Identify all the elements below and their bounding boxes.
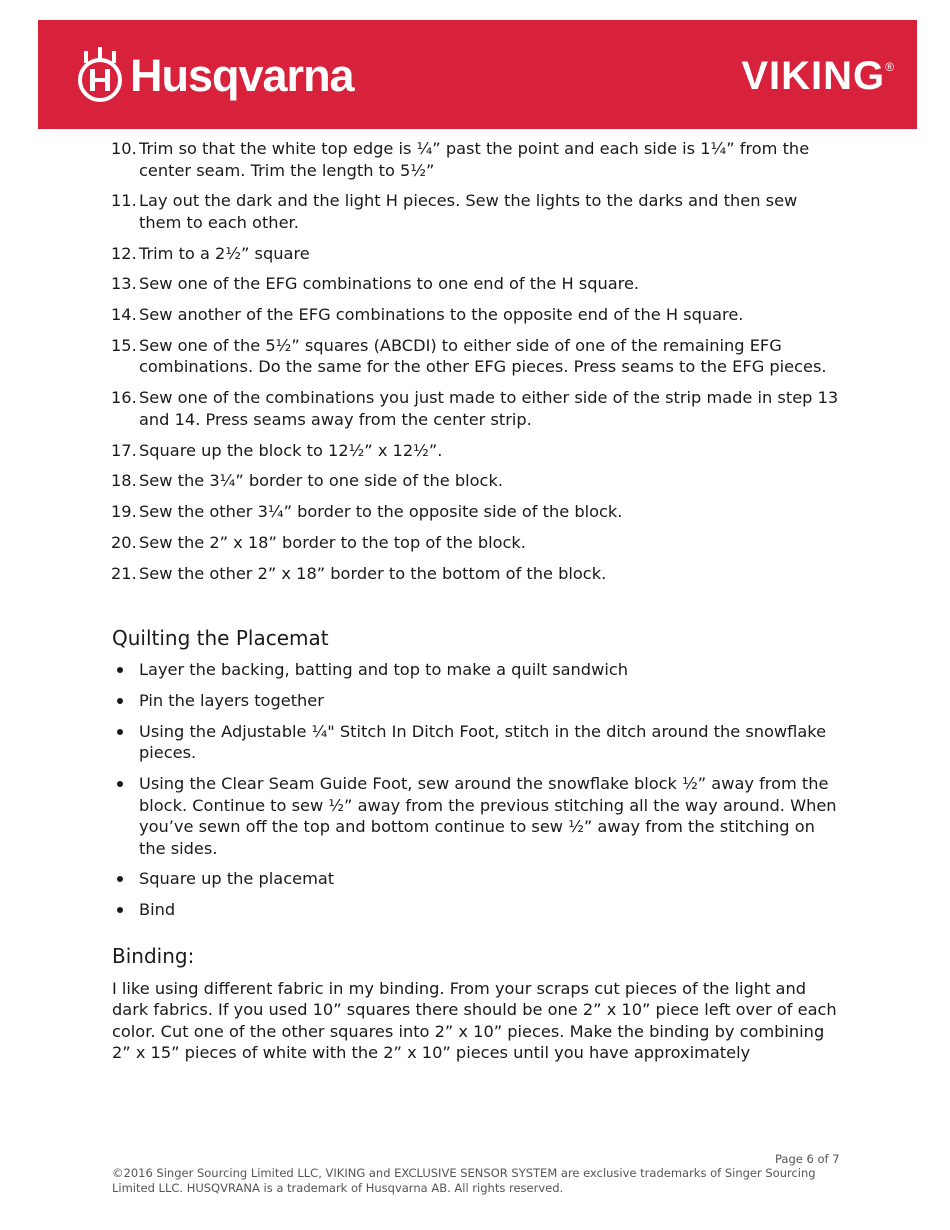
step-number: 10. (111, 139, 137, 158)
viking-wordmark: VIKING (741, 54, 886, 98)
husqvarna-logo (76, 47, 354, 105)
bullet-text: Pin the layers together (139, 691, 324, 711)
step-text: Sew one of the combinations you just made to either side of the strip made in step 13 and 14. Press seams away from the center strip. (139, 388, 839, 429)
step-number: 12. (111, 243, 137, 263)
bullet-item (112, 899, 840, 921)
bullet-text: Using the Clear Seam Guide Foot, sew around the snowflake block ½” away from the block. Continue to sew ½” away from the previous stitching all the way around. When you’ve sewn off the top and bottom continue to sew ½” away from the stitching on the sides. (139, 774, 837, 858)
step-number: 15. (111, 335, 137, 355)
bullet-dot-icon (117, 729, 123, 735)
bullet-text: Square up the placemat (139, 869, 335, 889)
binding-heading: Binding: (112, 943, 195, 968)
step-text: Trim to a 2½” square (139, 243, 310, 263)
registered-mark: ® (885, 60, 895, 74)
step-number: 18. (111, 471, 137, 491)
bullet-dot-icon (117, 781, 123, 787)
bullet-dot-icon (117, 907, 123, 913)
step-text: Sew the other 2” x 18” border to the bottom of the block. (139, 563, 607, 583)
step-item (112, 470, 840, 492)
step-number: 11. (111, 191, 137, 211)
step-item (112, 190, 840, 233)
bullet-item (112, 868, 840, 890)
step-text: Sew the 2” x 18” border to the top of the block. (139, 532, 526, 552)
step-item (112, 138, 840, 181)
binding-paragraph: I like using different fabric in my binding. From your scraps cut pieces of the light and dark fabrics. If you used 10” squares there should be one 2” x 10” piece left over of each color. Cut one of the other squares into 2” x 10” pieces. Make the binding by combining 2” x 15” pieces of white with the 2” x 10” pieces until you have approximately (112, 978, 837, 1063)
step-text: Sew one of the EFG combinations to one end of the H square. (139, 274, 640, 294)
viking-logo (741, 54, 895, 99)
step-number: 21. (111, 563, 137, 583)
bullet-item (112, 659, 840, 681)
quilting-heading: Quilting the Placemat (112, 626, 329, 651)
page-number: Page 6 of 7 (775, 1152, 840, 1166)
bullet-dot-icon (117, 876, 123, 882)
step-item (112, 335, 840, 378)
step-number: 19. (111, 502, 137, 522)
bullet-text: Using the Adjustable ¼" Stitch In Ditch Foot, stitch in the ditch around the snowflake pieces. (139, 721, 827, 763)
bullet-dot-icon (117, 667, 123, 673)
step-text: Sew one of the 5½” squares (ABCDI) to either side of one of the remaining EFG combinations. Do the same for the other EFG pieces. Press seams to the EFG pieces. (139, 335, 827, 377)
copyright-notice: ©2016 Singer Sourcing Limited LLC, VIKING and EXCLUSIVE SENSOR SYSTEM are exclusive trademarks of Singer Sourcing Limited LLC. HUSQVRANA is a trademark of Husqvarna AB. All rights reserved. (112, 1166, 816, 1195)
step-item (112, 440, 840, 462)
step-number: 14. (111, 305, 137, 325)
step-text: Sew the 3¼” border to one side of the block. (139, 471, 503, 491)
bullet-item (112, 721, 840, 764)
step-text: Trim so that the white top edge is ¼” past the point and each side is 1¼” from the center seam. Trim the length to 5½” (139, 139, 810, 180)
step-text: Sew the other 3¼” border to the opposite side of the block. (139, 502, 623, 522)
step-item (112, 304, 840, 326)
bullet-dot-icon (117, 698, 123, 704)
step-item (112, 563, 840, 585)
husqvarna-wordmark: Husqvarna (130, 50, 354, 101)
step-number: 13. (111, 274, 137, 294)
step-number: 17. (111, 440, 137, 460)
bullet-item (112, 773, 840, 859)
step-item (112, 532, 840, 554)
step-text: Square up the block to 12½” x 12½”. (139, 440, 443, 460)
step-text: Lay out the dark and the light H pieces. Sew the lights to the darks and then sew them to each other. (139, 191, 798, 232)
husqvarna-crown-icon (76, 47, 124, 105)
step-item (112, 243, 840, 265)
step-text: Sew another of the EFG combinations to the opposite end of the H square. (139, 305, 744, 325)
bullet-text: Bind (139, 900, 176, 920)
steps-list (112, 138, 840, 584)
header-banner (38, 20, 917, 129)
step-item (112, 387, 840, 430)
quilting-bullets (112, 659, 840, 920)
step-number: 16. (111, 388, 137, 408)
instructions-content (112, 138, 840, 1064)
step-item (112, 501, 840, 523)
step-item (112, 273, 840, 295)
step-number: 20. (111, 532, 137, 552)
bullet-item (112, 690, 840, 712)
bullet-text: Layer the backing, batting and top to make a quilt sandwich (139, 660, 628, 680)
